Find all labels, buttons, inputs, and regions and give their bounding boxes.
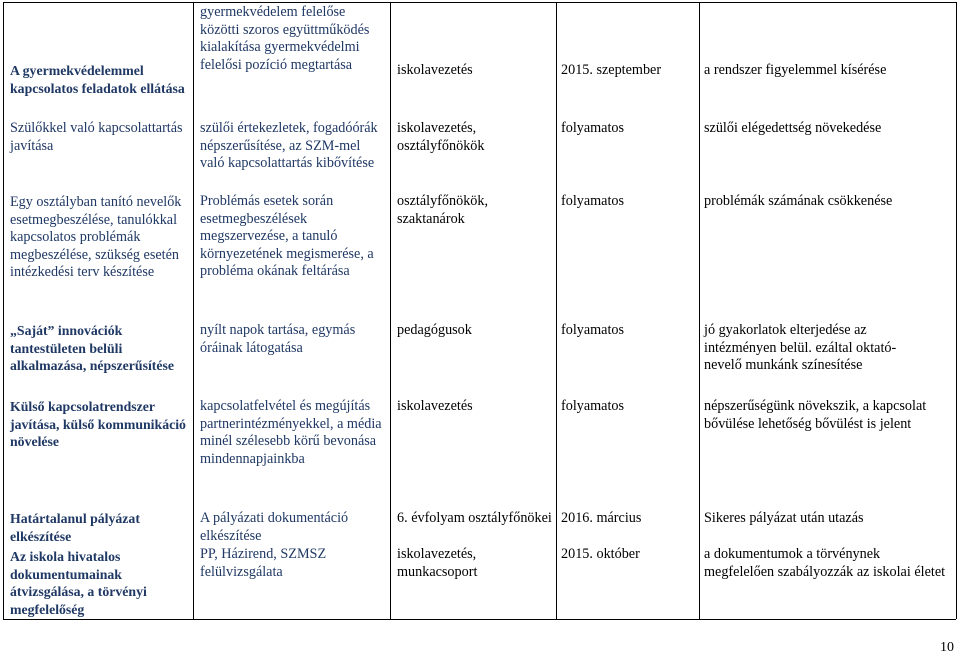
goal-child-protection: A gyermekvédelemmel kapcsolatos feladatok ellátása [10, 63, 185, 96]
goal-innovations: „Saját” innovációk tantestületen belüli alkalmazása, népszerűsítése [10, 323, 175, 374]
result-2: problémák számának csökkenése [704, 193, 893, 209]
responsible-1: iskolavezetés, osztályfőnökök [397, 120, 485, 154]
task-6: PP, Házirend, SZMSZ felülvizsgálata [200, 546, 327, 580]
goal-document-review: Az iskola hivatalos dokumentumainak átvizsgálása, a törvényi megfelelőség [10, 549, 147, 617]
table-border-bottom [3, 619, 956, 620]
responsible-5: 6. évfolyam osztályfőnökei [397, 510, 552, 526]
result-6: a dokumentumok a törvénynek megfelelően szabályozzák az iskolai életet [704, 546, 946, 580]
table-border-left [3, 2, 4, 619]
result-4: népszerűségünk növekszik, a kapcsolat bővülése lehetőség bővülést is jelent [704, 398, 927, 432]
table-border-top [3, 2, 956, 3]
task-5: A pályázati dokumentáció elkészítése [200, 510, 349, 544]
table-divider-2 [390, 2, 391, 619]
task-2: Problémás esetek során esetmegbeszélések megszervezése, a tanuló környezetének megismerése, a probléma okának feltárása [200, 193, 374, 280]
table-divider-4 [699, 2, 700, 619]
responsible-4: iskolavezetés [397, 398, 473, 414]
deadline-2: folyamatos [561, 193, 625, 209]
task-0: gyermekvédelem felelőse közötti szoros együttműködés kialakítása gyermekvédelmi felelősi pozíció megtartása [200, 4, 370, 73]
deadline-1: folyamatos [561, 120, 625, 136]
responsible-2: osztályfőnökök, szaktanárok [397, 193, 489, 227]
table-divider-1 [193, 2, 194, 619]
goal-external-relations: Külső kapcsolatrendszer javítása, külső kommunikáció növelése [10, 399, 186, 450]
goal-case-discussion: Egy osztályban tanító nevelők esetmegbeszélése, tanulókkal kapcsolatos problémák megbeszélése, szükség esetén intézkedési terv készítése [10, 194, 182, 281]
task-1: szülői értekezletek, fogadóórák népszerűsítése, az SZM-mel való kapcsolattartás kibővítése [200, 120, 378, 172]
responsible-3: pedagógusok [397, 322, 472, 338]
deadline-5: 2016. március [561, 510, 642, 526]
goal-parent-relations: Szülőkkel való kapcsolattartás javítása [10, 120, 183, 154]
deadline-0: 2015. szeptember [561, 62, 662, 78]
deadline-6: 2015. október [561, 546, 640, 562]
deadline-4: folyamatos [561, 398, 625, 414]
task-3: nyílt napok tartása, egymás óráinak látogatása [200, 322, 356, 356]
page-number: 10 [940, 640, 954, 655]
result-0: a rendszer figyelemmel kísérése [704, 62, 887, 78]
responsible-6: iskolavezetés, munkacsoport [397, 546, 478, 580]
result-5: Sikeres pályázat után utazás [704, 510, 864, 526]
deadline-3: folyamatos [561, 322, 625, 338]
result-3: jó gyakorlatok elterjedése az intézményen belül. ezáltal oktató-nevelő munkánk színesítése [704, 322, 897, 374]
task-4: kapcsolatfelvétel és megújítás partnerintézményekkel, a média minél szélesebb körű bevonása mindennapjainkba [200, 398, 382, 467]
responsible-0: iskolavezetés [397, 62, 473, 78]
table-divider-3 [556, 2, 557, 619]
result-1: szülői elégedettség növekedése [704, 120, 882, 136]
table-border-right [956, 2, 957, 619]
goal-tender: Határtalanul pályázat elkészítése [10, 511, 140, 544]
